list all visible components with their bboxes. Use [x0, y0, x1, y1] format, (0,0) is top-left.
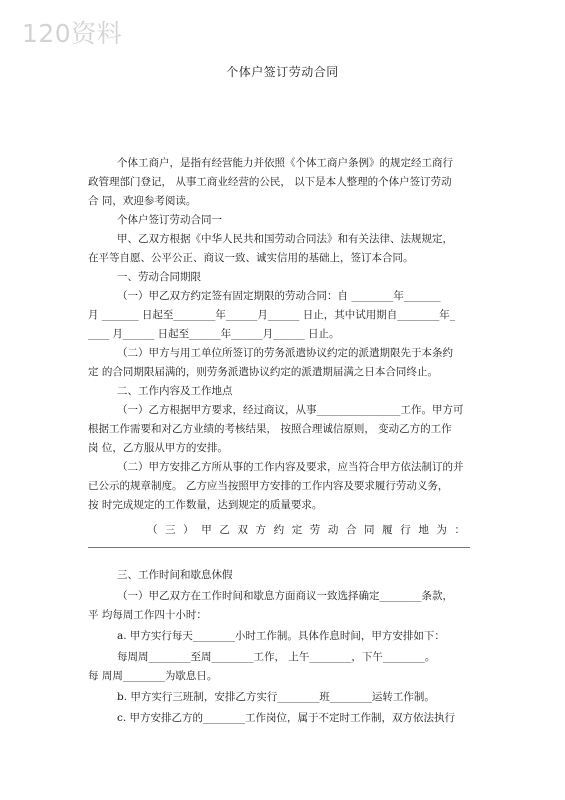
paragraph-line: 已公示的规章制度。 乙方应当按照甲方安排的工作内容及要求履行劳动义务，: [88, 480, 449, 492]
paragraph-line: 平 均每周工作四十小时：: [88, 609, 207, 621]
paragraph-line: （一）甲乙双方在工作时间和歇息方面商议一致选择确定________条款，: [117, 590, 453, 602]
paragraph-line: 按 时完成规定的工作数量，达到规定的质量要求。: [88, 499, 323, 511]
section-heading: 个体户签订劳动合同一: [117, 214, 222, 226]
paragraph-line: 每 周周________为歇息日。: [88, 670, 218, 682]
paragraph-line: 甲、乙双方根据《中华人民共和国劳动合同法》和有关法律、法规规定，: [117, 233, 453, 245]
paragraph-line: 根据工作需要和对乙方业绩的考核结果， 按照合理诚信原则， 变动乙方的工作: [88, 423, 452, 435]
paragraph-line: a. 甲方实行每天________小时工作制。具体作息时间，甲方安排如下：: [117, 630, 445, 642]
paragraph-line: （二）甲方安排乙方所从事的工作内容及要求，应当符合甲方依法制订的并: [117, 461, 464, 473]
paragraph-line: 个体工商户，是指有经营能力并依照《个体工商户条例》的规定经工商行: [117, 157, 453, 169]
paragraph-line: 合 同，欢迎参考阅读。: [88, 195, 197, 207]
paragraph-line: 政管理部门登记， 从事工商业经营的公民， 以下是本人整理的个体户签订劳动: [88, 176, 452, 188]
paragraph-line: 岗 位，乙方服从甲方的安排。: [88, 442, 228, 454]
section-heading: 二、工作内容及工作地点: [117, 385, 233, 397]
paragraph-line: 定 的合同期限届满的，则劳务派遣协议约定的派遣期届满之日本合同终止。: [88, 366, 438, 378]
paragraph-line: （二）甲方与用工单位所签订的劳务派遣协议约定的派遣期限先于本条约: [117, 347, 453, 359]
paragraph-line: c. 甲方安排乙方的________工作岗位，属于不定时工作制，双方依法执行: [117, 712, 456, 724]
paragraph-line: （三）甲乙双方约定劳动合同履行地为：: [147, 524, 465, 536]
section-heading: 三、工作时间和歇息休假: [117, 569, 233, 581]
paragraph-line: ____ 月______ 日起至______年______月______ 日止。: [88, 328, 340, 340]
section-heading: 一、劳动合同期限: [117, 271, 201, 283]
fill-in-line: [88, 547, 470, 548]
paragraph-line: b. 甲方实行三班制，安排乙方实行________班________运转工作制。: [117, 691, 435, 703]
watermark: 120资料: [22, 19, 123, 48]
paragraph-line: （一）甲乙双方约定签有固定期限的劳动合同：自 ________年_______: [117, 290, 441, 302]
paragraph-line: （一）乙方根据甲方要求，经过商议，从事________________工作。甲方可: [117, 404, 464, 416]
document-title: 个体户签订劳动合同: [226, 65, 339, 79]
paragraph-line: 月 _______ 日起至________年______月______ 日止，其中试用期自________年_: [88, 309, 456, 321]
paragraph-line: 每周周________至周________工作， 上午________，下午________。: [117, 651, 436, 663]
paragraph-line: 在平等自愿、公平公正、商议一致、诚实信用的基础上，签订本合同。: [88, 252, 414, 264]
